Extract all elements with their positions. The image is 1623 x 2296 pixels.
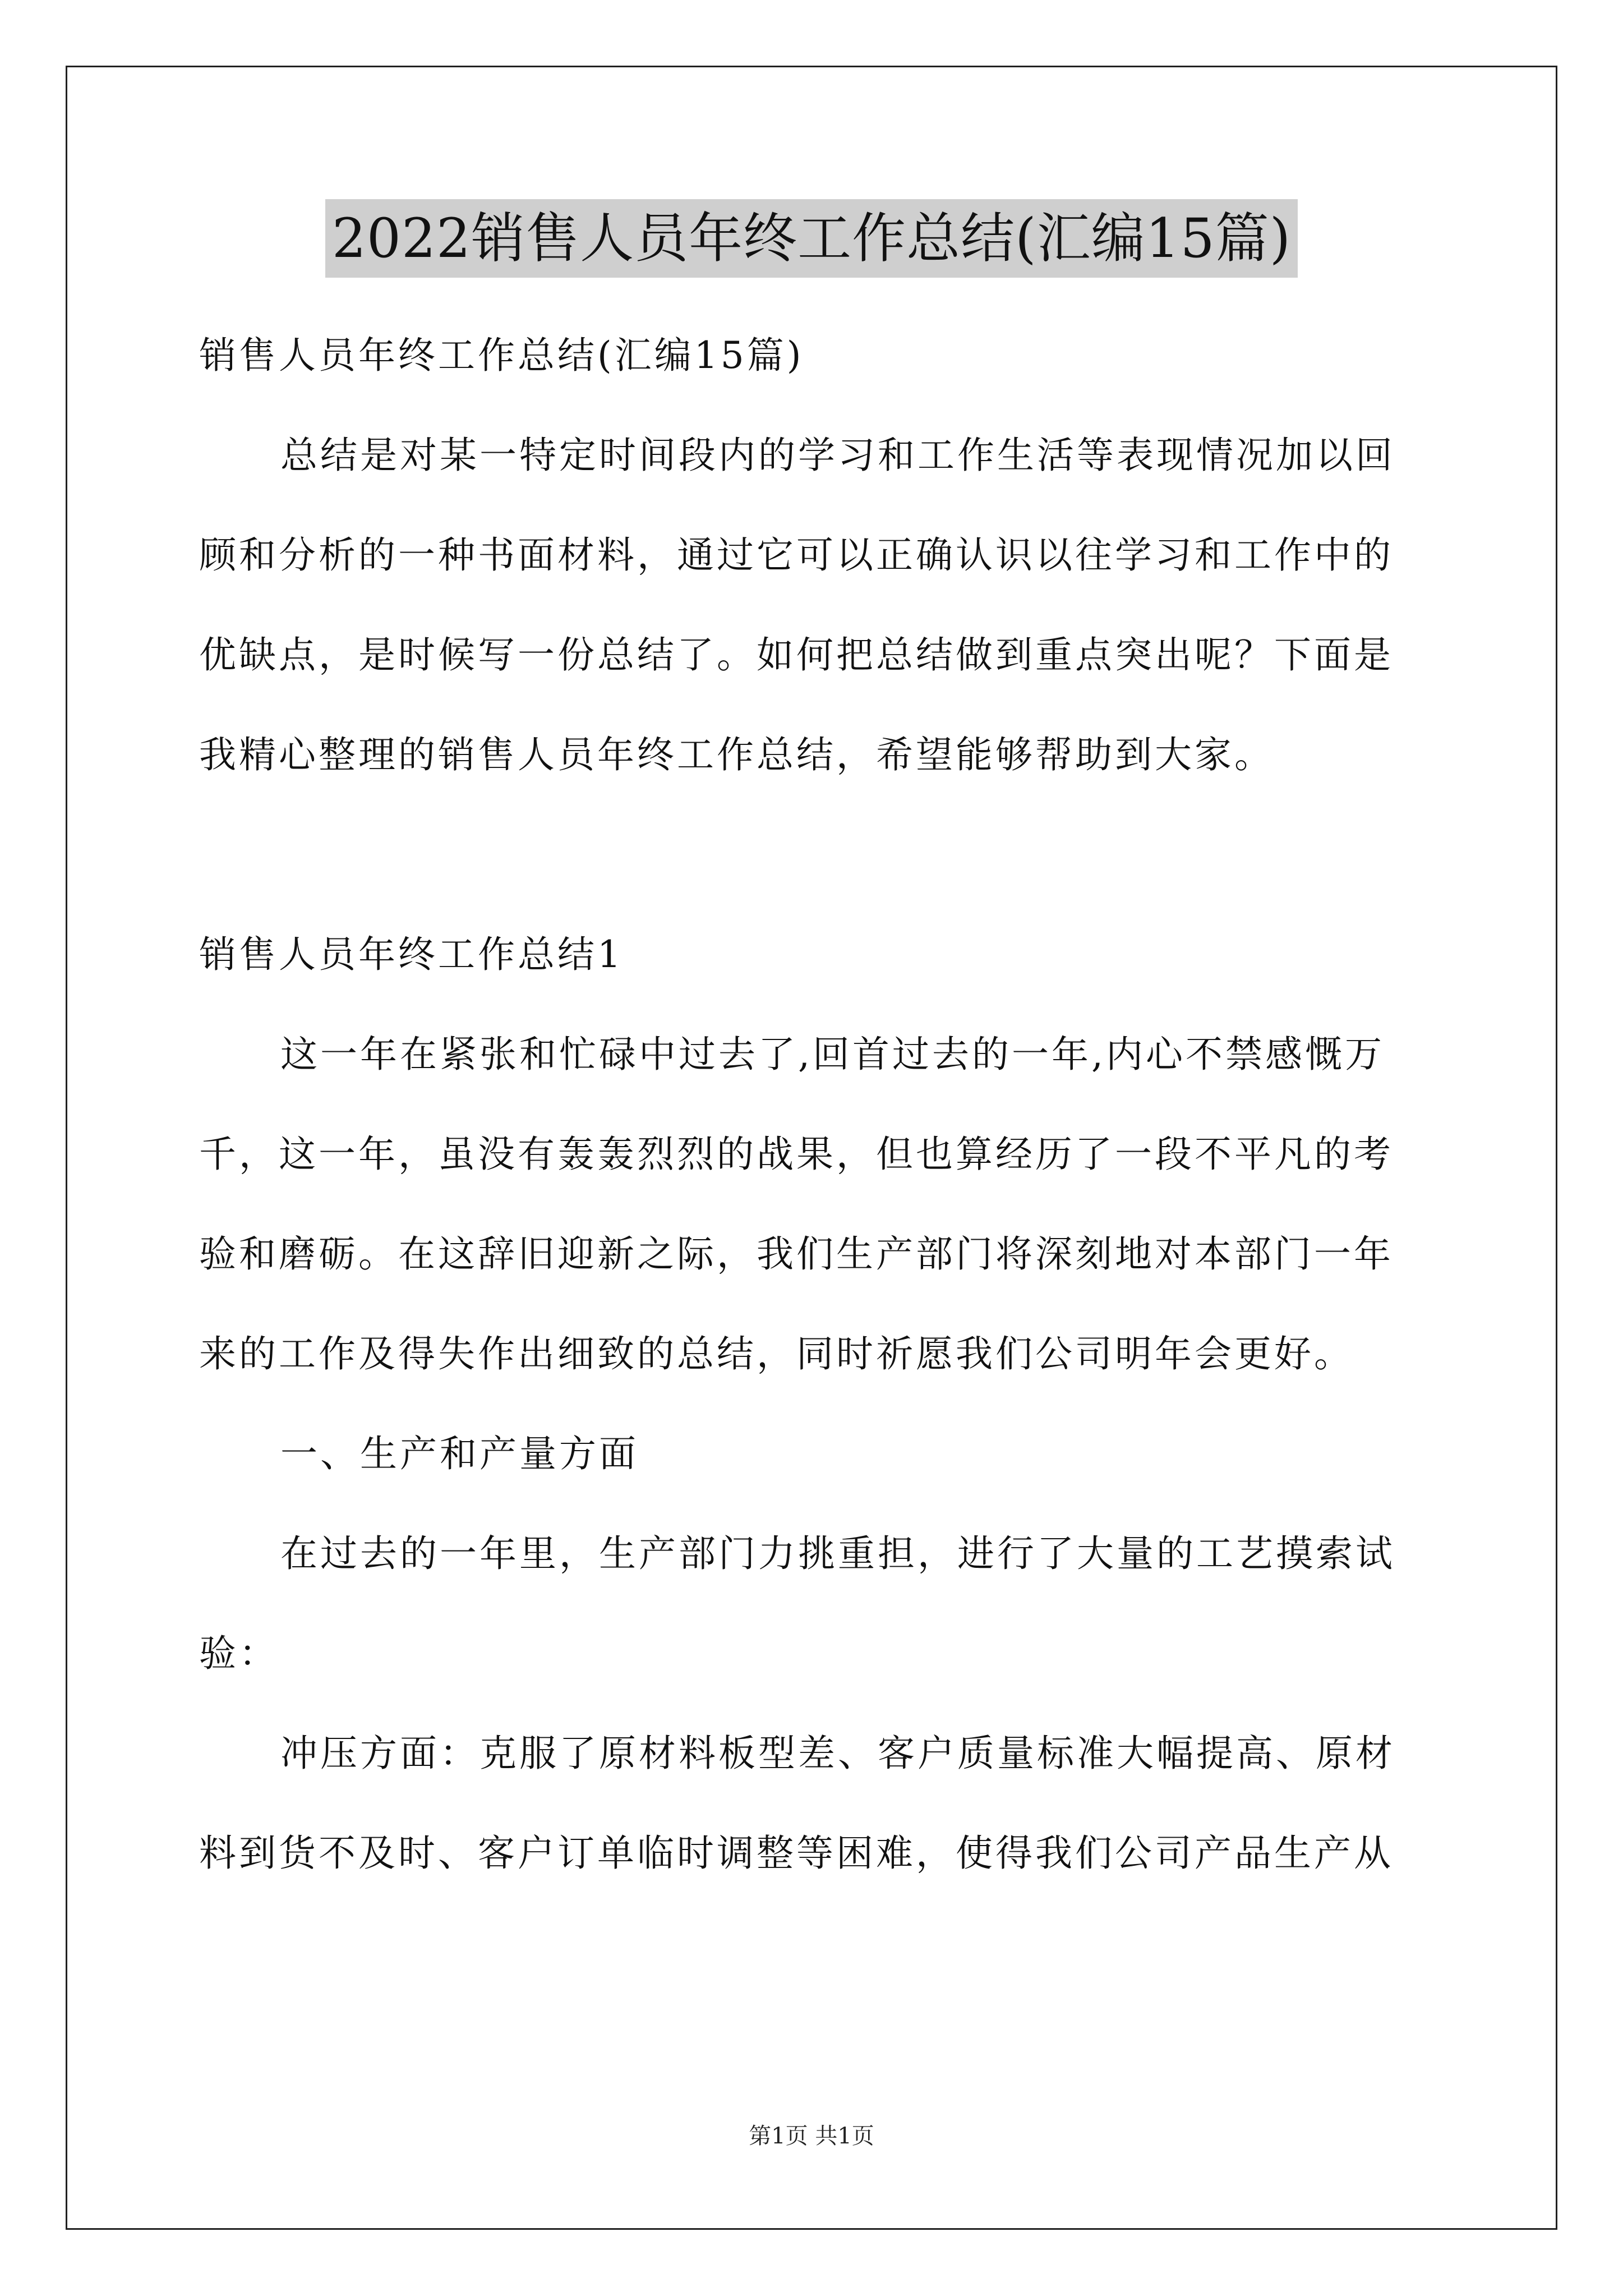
document-title: 2022销售人员年终工作总结(汇编15篇) bbox=[325, 199, 1298, 278]
paragraph-line: 料到货不及时、客户订单临时调整等困难，使得我们公司产品生产从 bbox=[199, 1832, 1394, 1875]
document-body bbox=[199, 306, 1427, 1903]
paragraph-line: 优缺点，是时候写一份总结了。如何把总结做到重点突出呢？下面是 bbox=[199, 633, 1394, 677]
paragraph-line: 千，这一年，虽没有轰轰烈烈的战果，但也算经历了一段不平凡的考 bbox=[199, 1133, 1394, 1176]
section-heading: 销售人员年终工作总结1 bbox=[199, 933, 624, 976]
paragraph-line: 这一年在紧张和忙碌中过去了,回首过去的一年,内心不禁感慨万 bbox=[280, 1033, 1385, 1076]
subsection-heading: 一、生产和产量方面 bbox=[280, 1432, 639, 1475]
paragraph-line: 在过去的一年里，生产部门力挑重担，进行了大量的工艺摸索试 bbox=[280, 1532, 1395, 1575]
paragraph-line: 来的工作及得失作出细致的总结，同时祈愿我们公司明年会更好。 bbox=[199, 1332, 1354, 1375]
paragraph-line: 验和磨砺。在这辞旧迎新之际，我们生产部门将深刻地对本部门一年 bbox=[199, 1232, 1394, 1276]
paragraph-line: 冲压方面：克服了原材料板型差、客户质量标准大幅提高、原材 bbox=[280, 1732, 1395, 1775]
paragraph-line: 验： bbox=[199, 1632, 279, 1675]
paragraph-line: 总结是对某一特定时间段内的学习和工作生活等表现情况加以回 bbox=[280, 434, 1395, 477]
blank-line bbox=[199, 805, 1427, 905]
paragraph-line: 顾和分析的一种书面材料，通过它可以正确认识以往学习和工作中的 bbox=[199, 533, 1394, 577]
subtitle-line: 销售人员年终工作总结(汇编15篇) bbox=[199, 334, 804, 377]
paragraph-line: 我精心整理的销售人员年终工作总结，希望能够帮助到大家。 bbox=[199, 733, 1274, 776]
title-container bbox=[0, 199, 1623, 278]
page-number-footer: 第1页 共1页 bbox=[749, 2123, 874, 2149]
